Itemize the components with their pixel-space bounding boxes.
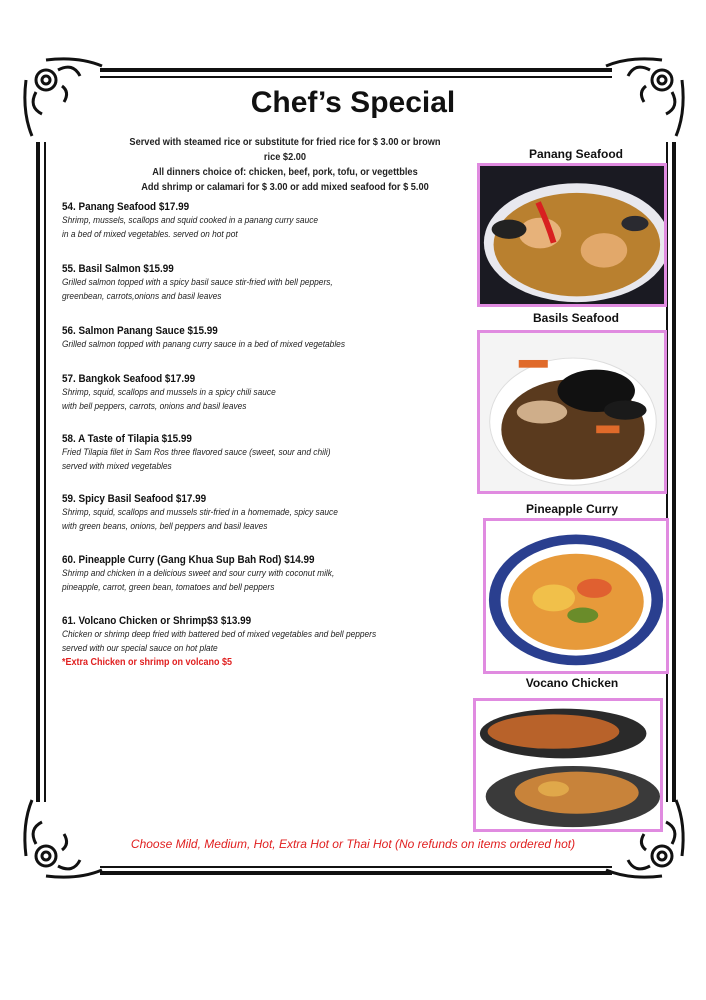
menu-item-description: served with mixed vegetables <box>62 461 172 472</box>
photo-label-basils-seafood: Basils Seafood <box>532 311 620 325</box>
menu-item-title: 58. A Taste of Tilapia $15.99 <box>62 433 192 445</box>
menu-item-description: with bell peppers, carrots, onions and basil leaves <box>62 401 247 412</box>
menu-item <box>62 553 462 595</box>
menu-item <box>62 200 462 242</box>
menu-item-description: Grilled salmon topped with panang curry sauce in a bed of mixed vegetables <box>62 339 346 350</box>
menu-item-title: 59. Spicy Basil Seafood $17.99 <box>62 493 207 505</box>
intro-line-rice: Served with steamed rice or substitute for fried rice for $ 3.00 or brown rice $2.00 <box>129 136 441 163</box>
menu-item-extra-note: *Extra Chicken or shrimp on volcano $5 <box>62 657 233 668</box>
menu-item-description: Shrimp and chicken in a delicious sweet and sour curry with coconut milk, <box>62 568 335 579</box>
menu-item-description: greenbean, carrots,onions and basil leaves <box>62 291 222 302</box>
menu-intro <box>122 135 448 195</box>
menu-item-title: 55. Basil Salmon $15.99 <box>62 263 174 275</box>
photo-label-vocano-chicken: Vocano Chicken <box>525 676 619 690</box>
spice-level-note: Choose Mild, Medium, Hot, Extra Hot or Thai Hot (No refunds on items ordered hot) <box>130 837 576 851</box>
menu-item-description: pineapple, carrot, green bean, tomatoes and bell peppers <box>62 582 275 593</box>
photo-vocano-chicken <box>473 698 663 832</box>
photo-panang-seafood <box>477 163 667 307</box>
menu-item-title: 61. Volcano Chicken or Shrimp$3 $13.99 <box>62 615 252 627</box>
menu-item-description: in a bed of mixed vegetables. served on hot pot <box>62 229 238 240</box>
photo-label-panang-seafood: Panang Seafood <box>528 147 623 161</box>
menu-item-title: 57. Bangkok Seafood $17.99 <box>62 373 196 385</box>
menu-item-title: 56. Salmon Panang Sauce $15.99 <box>62 325 218 337</box>
intro-line-addons: Add shrimp or calamari for $ 3.00 or add mixed seafood for $ 5.00 <box>141 181 429 193</box>
menu-item-description: with green beans, onions, bell peppers and basil leaves <box>62 521 268 532</box>
page-title: Chef’s Special <box>250 86 456 119</box>
menu-item <box>62 492 462 534</box>
photo-label-pineapple-curry: Pineapple Curry <box>525 502 619 516</box>
photo-pineapple-curry <box>483 518 669 674</box>
intro-line-proteins: All dinners choice of: chicken, beef, pork, tofu, or vegettbles <box>152 166 418 178</box>
menu-item-description: Grilled salmon topped with a spicy basil sauce stir-fried with bell peppers, <box>62 277 333 288</box>
menu-item-description: Fried Tilapia filet in Sam Ros three flavored sauce (sweet, sour and chili) <box>62 447 331 458</box>
menu-item-description: Chicken or shrimp deep fried with battered bed of mixed vegetables and bell peppers <box>62 629 377 640</box>
menu-item-description: Shrimp, mussels, scallops and squid cooked in a panang curry sauce <box>62 215 319 226</box>
menu-item <box>62 372 462 414</box>
menu-item <box>62 262 462 304</box>
menu-item-title: 60. Pineapple Curry (Gang Khua Sup Bah Rod) $14.99 <box>62 554 315 566</box>
menu-item-description: Shrimp, squid, scallops and mussels stir-fried in a homemade, spicy sauce <box>62 507 338 518</box>
menu-item <box>62 432 462 474</box>
menu-item-description: Shrimp, squid, scallops and mussels in a spicy chili sauce <box>62 387 276 398</box>
photo-basils-seafood <box>477 330 667 494</box>
menu-item-title: 54. Panang Seafood $17.99 <box>62 201 190 213</box>
menu-item-description: served with our special sauce on hot plate <box>62 643 218 654</box>
menu-item <box>62 614 462 670</box>
menu-item <box>62 324 462 352</box>
